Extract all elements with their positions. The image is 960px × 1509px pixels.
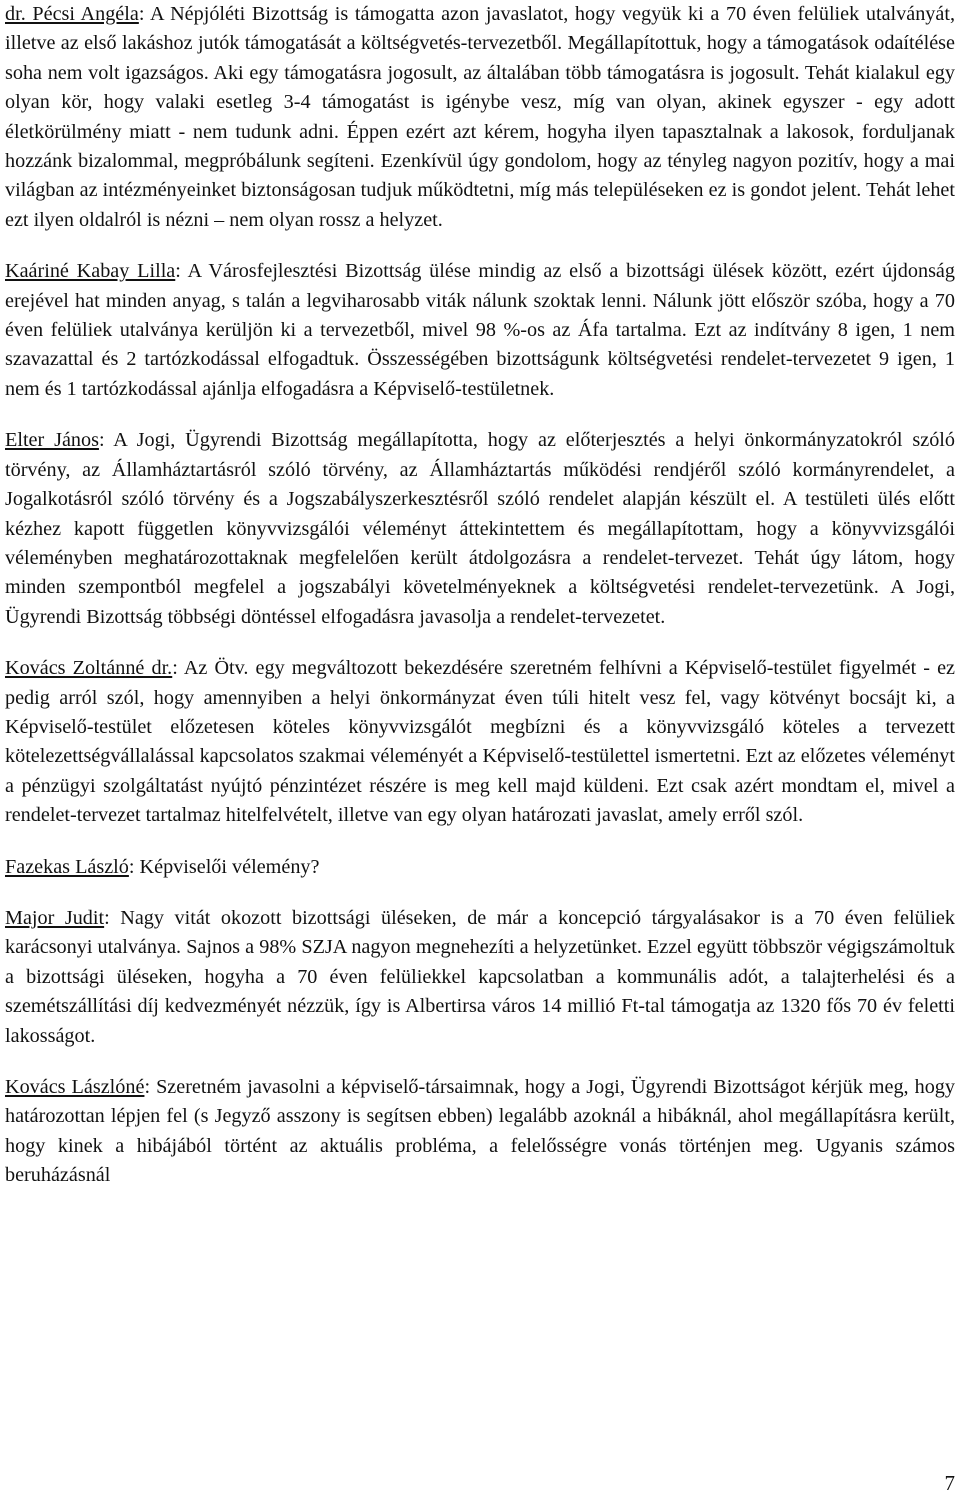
document-page [5, 0, 955, 1213]
paragraph-kovacs-zoltanne [5, 654, 955, 830]
paragraph-text: : A Jogi, Ügyrendi Bizottság megállapította, hogy az előterjesztés a helyi önkormányzatokról szóló törvény, az Államháztartásról szóló törvény, az Államháztartás működési rendjéről szóló kormányrendelet, a Jogalkotásról szóló törvény és a Jogszabályszerkesztésről szóló rendelet alapján készült el. A testületi ülés előtt kézhez kapott független könyvvizsgálói véleményt áttekintettem és megállapítottam, hogy a könyvvizsgálói véleményben meghatározottaknak megfelelően került átdolgozásra a rendelet-tervezet. Tehát úgy látom, hogy minden szempontból megfelel a jogszabályi követelményeknek a költségvetési rendelet-tervezetünk. A Jogi, Ügyrendi Bizottság többségi döntéssel elfogadásra javasolja a rendelet-tervezetet. [5, 429, 955, 628]
paragraph-text: : A Városfejlesztési Bizottság ülése mindig az első a bizottsági ülések között, ezért újdonság erejével hat minden anyag, s talán a legviharosabb viták nálunk szoktak lenni. Nálunk jött először szóba, hogy a 70 éven felüliek utalványa kerüljön ki a tervezetből, mivel 98 %-os az Áfa tartalma. Ezt az indítvány 8 igen, 1 nem szavazattal és 2 tartózkodással elfogadtuk. Összességében bizottságunk költségvetési rendelet-tervezetet 9 igen, 1 nem és 1 tartózkodással ajánlja elfogadásra a Képviselő-testületnek. [5, 260, 955, 400]
paragraph-kovacs-laszlone [5, 1073, 955, 1191]
speaker-name: Elter János [5, 429, 99, 452]
paragraph-text: : Nagy vitát okozott bizottsági üléseken, de már a koncepció tárgyalásakor is a 70 éven felüliek karácsonyi utalványa. Sajnos a 98% SZJA nagyon megnehezíti a helyzetünket. Ezzel együtt többször végigszámoltuk a bizottsági üléseken, hogyha a 70 éven felüliekkel kapcsolatban a kommunális adót, a talajterhelési és a szemétszállítási díj kedvezményét nézzük, így is Albertirsa város 14 millió Ft-tal támogatja az 1320 fős 70 év feletti lakosságot. [5, 906, 955, 1047]
paragraph-pecsi-angela [5, 0, 955, 235]
paragraph-text: : Képviselői vélemény? [128, 855, 320, 878]
paragraph-major-judit [5, 904, 955, 1051]
speaker-name: Fazekas László [5, 855, 129, 878]
speaker-name: Kovács Lászlóné [5, 1076, 145, 1098]
speaker-name: Major Judit [5, 906, 105, 929]
speaker-name: dr. Pécsi Angéla [5, 3, 139, 25]
speaker-name: Kovács Zoltánné dr. [5, 657, 173, 680]
paragraph-text: : A Népjóléti Bizottság is támogatta azon javaslatot, hogy vegyük ki a 70 éven felüliek utalványát, illetve az első lakáshoz jutók támogatását a költségvetés-tervezetből. Megállapítottuk, hogy a támogatások odaítélése soha nem volt igazságos. Aki egy támogatásra jogosult, az általában több támogatásra is jogosult. Tehát kialakul egy olyan kör, hogy valaki esetleg 3-4 támogatást is igénybe vesz, míg van olyan, akinek egyszer - egy adott életkörülmény miatt - nem tudunk adni. Éppen ezért azt kérem, hogyha ilyen tapasztalnak a lakosok, forduljanak hozzánk bizalommal, megpróbálunk segíteni. Ezenkívül úgy gondolom, hogy az tényleg nagyon pozitív, hogy a mai világban az intézményeinket biztonságosan tudjuk működtetni, míg más településeken ez is gondot jelent. Tehát lehet ezt ilyen oldalról is nézni – nem olyan rossz a helyzet. [5, 3, 955, 231]
paragraph-text: : Az Ötv. egy megváltozott bekezdésére szeretném felhívni a Képviselő-testület figyelmét - ez pedig arról szól, hogy amennyiben a helyi önkormányzat éven túli hitelt vesz fel, vagy kötvényt bocsájt ki, a Képviselő-testület előzetesen köteles könyvvizsgálót megbízni és a könyvvizsgáló köteles a tervezett kötelezettségvállalással kapcsolatos szakmai véleményét a Képviselő-testülettel ismertetni. Ezt az előzetes véleményt a pénzügyi szolgáltatást nyújtó pénzintézet részére is meg kell majd küldeni. Ezt csak azért mondtam el, mivel a rendelet-tervezet tartalmaz hitelfelvételt, illetve van egy olyan határozati javaslat, amely erről szól. [5, 657, 956, 827]
paragraph-elter-janos [5, 426, 955, 632]
page-number: 7 [944, 1471, 955, 1495]
paragraph-fazekas-laszlo [5, 853, 955, 882]
speaker-name: Kaáriné Kabay Lilla [5, 260, 176, 283]
paragraph-kaarine-kabay-lilla [5, 257, 955, 404]
paragraph-text: : Szeretném javasolni a képviselő-társaimnak, hogy a Jogi, Ügyrendi Bizottságot kérjük meg, hogy határozottan lépjen fel (s Jegyző asszony is segítsen ebben) legalább azoknál a hibáknál, ahol megállapításra került, hogy kinek a hibájából történt az aktuális probléma, a felelősségre vonás történjen meg. Ugyanis számos beruházásnál [5, 1076, 955, 1187]
